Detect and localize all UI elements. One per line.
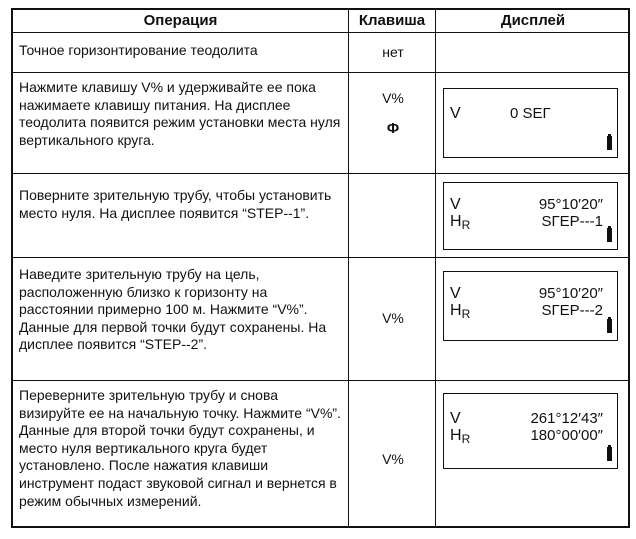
- battery-icon: [607, 136, 612, 150]
- lcd-line-1: [450, 411, 603, 427]
- lcd-label: V: [450, 410, 461, 427]
- lcd-line-1: [450, 286, 603, 302]
- table-row-2: [13, 73, 628, 174]
- lcd-display: [443, 271, 618, 341]
- lcd-value: 0 SEГ: [510, 105, 551, 122]
- table-header-row: [13, 10, 628, 33]
- lcd-label: V: [450, 105, 461, 122]
- lcd-display: [443, 393, 618, 469]
- table-row-3: [13, 174, 628, 258]
- lcd-line-1: [450, 106, 603, 122]
- lcd-line-2: [450, 214, 603, 230]
- header-key: Клавиша: [358, 12, 426, 29]
- lcd-value: 261°12′43″: [530, 410, 603, 427]
- operation-text: Наведите зрительную трубу на цель, расположенную близко к горизонту на расстоянии примерно 100 м. Нажмите “V%”. Данные для первой точки будут сохранены. На дисплее появится “STEP--2”.: [19, 266, 327, 353]
- battery-icon: [607, 447, 612, 461]
- lcd-value: 180°00′00″: [530, 427, 603, 444]
- key-text: V%: [382, 451, 404, 467]
- procedure-table: [11, 8, 630, 528]
- table-row-5: [13, 381, 628, 528]
- lcd-line-1: [450, 197, 603, 213]
- lcd-value: SГЕР---1: [541, 213, 603, 230]
- lcd-label: $H_R$: [450, 427, 471, 446]
- operation-text: Переверните зрительную трубу и снова визируйте ее на начальную точку. Нажмите “V%”. Данные для второй точки будут сохранены, и место нуля вертикального круга будет установлено. После нажатия клавиши инструмент подаст звуковой сигнал и вернется в режим обычных измерений.: [19, 387, 341, 509]
- battery-icon: [607, 228, 612, 242]
- lcd-value: SГЕР---2: [541, 302, 603, 319]
- operation-text: Поверните зрительную трубу, чтобы установить место нуля. На дисплее появится “STEP--1”.: [19, 187, 332, 221]
- operation-text: Нажмите клавишу V% и удерживайте ее пока нажимаете клавишу питания. На дисплее теодолита появится режим установки места нуля вертикального круга.: [19, 79, 341, 148]
- operation-text: Точное горизонтирование теодолита: [19, 42, 258, 58]
- header-display: Дисплей: [500, 12, 566, 29]
- lcd-line-2: [450, 428, 603, 444]
- header-operation: Операция: [143, 12, 218, 29]
- battery-icon: [607, 319, 612, 333]
- table-row-1: [13, 33, 628, 73]
- key-text: нет: [382, 44, 404, 60]
- lcd-label: V: [450, 196, 461, 213]
- lcd-label: $H_R$: [450, 213, 471, 232]
- key-text: V%: [382, 310, 404, 326]
- lcd-display: [443, 88, 618, 158]
- lcd-value: 95°10′20″: [538, 196, 603, 213]
- lcd-line-2: [450, 303, 603, 319]
- lcd-label: $H_R$: [450, 302, 471, 321]
- lcd-display: [443, 182, 618, 250]
- table-row-4: [13, 258, 628, 381]
- power-icon: Φ: [386, 120, 400, 137]
- lcd-label: V: [450, 285, 461, 302]
- lcd-value: 95°10′20″: [538, 285, 603, 302]
- key-text: V%: [382, 90, 404, 106]
